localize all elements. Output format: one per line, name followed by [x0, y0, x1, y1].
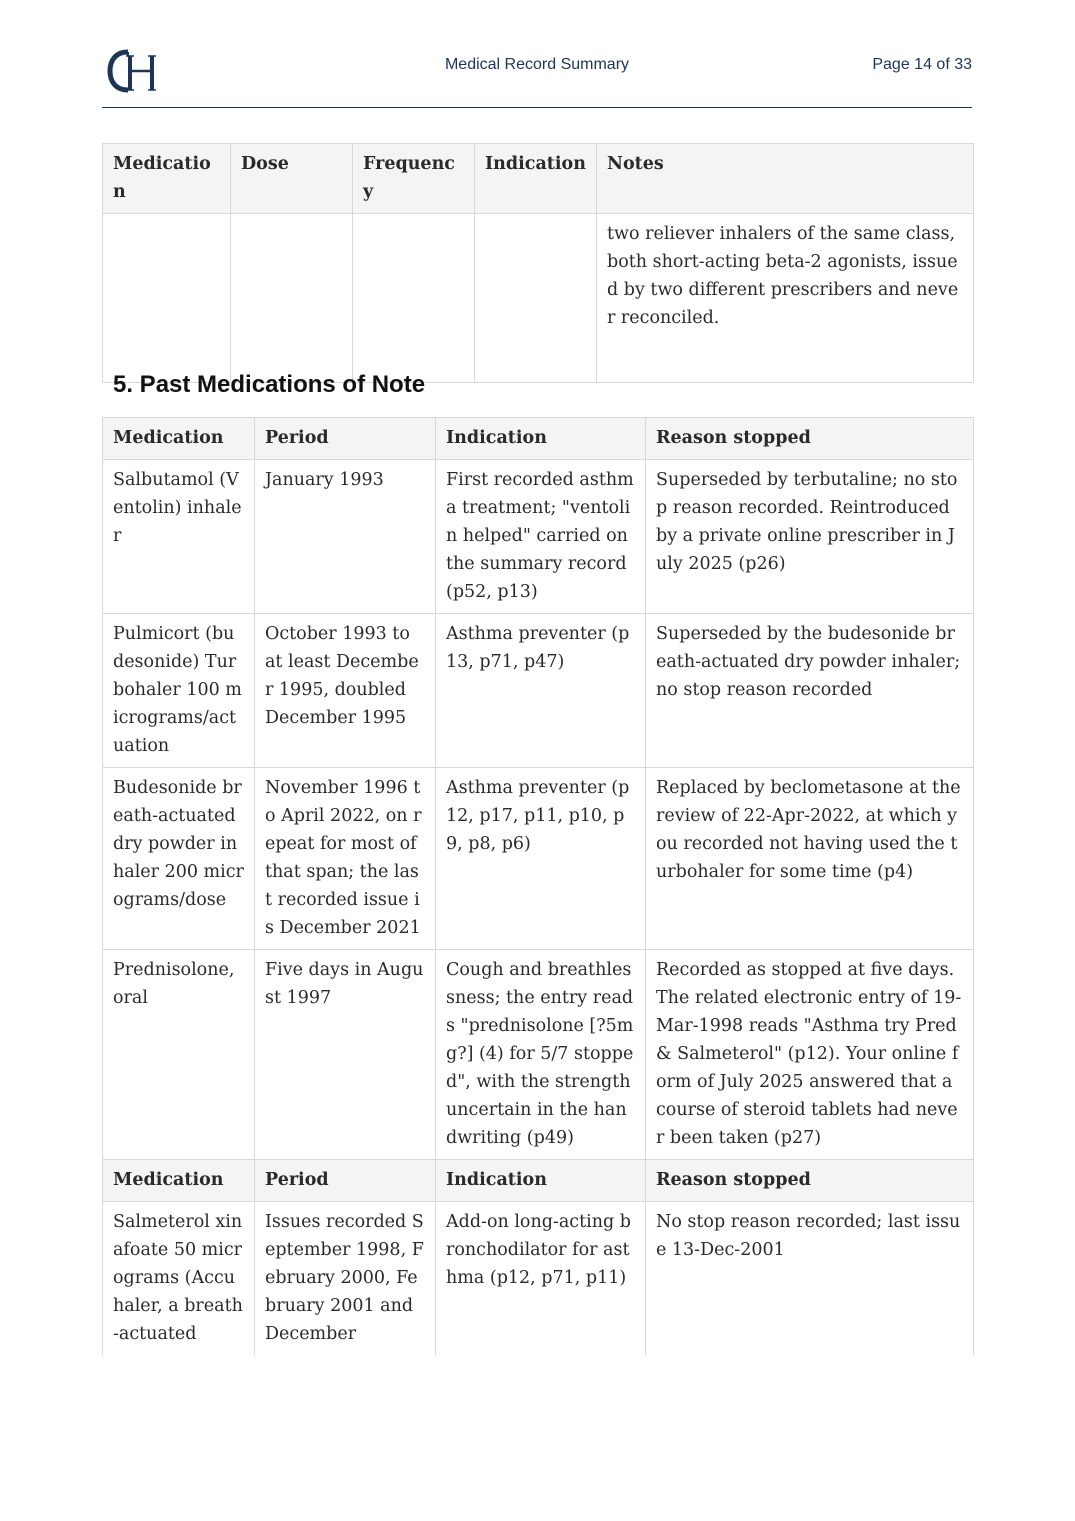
period-cell: January 1993	[255, 460, 436, 614]
indication-cell	[475, 214, 597, 383]
reason-cell: No stop reason recorded; last issue 13-Dec-2001	[646, 1202, 974, 1356]
dose-cell	[231, 214, 353, 383]
column-header: Medication	[103, 1160, 255, 1202]
frequency-cell	[353, 214, 475, 383]
notes-cell: two reliever inhalers of the same class, both short-acting beta-2 agonists, issued by two different prescribers and never reconciled.	[597, 214, 974, 383]
medication-cell	[103, 214, 231, 383]
table-row	[103, 950, 974, 1160]
column-header: Reason stopped	[646, 1160, 974, 1202]
medication-cell: Prednisolone, oral	[103, 950, 255, 1160]
column-header: Notes	[597, 144, 974, 214]
repeated-header-row	[103, 1160, 974, 1202]
past-medications-table	[102, 417, 974, 1355]
medication-cell: Salmeterol xinafoate 50 micrograms (Accuhaler, a breath-actuated	[103, 1202, 255, 1356]
table-row	[103, 214, 974, 383]
medication-cell: Budesonide breath-actuated dry powder inhaler 200 micrograms/dose	[103, 768, 255, 950]
reason-cell: Recorded as stopped at five days. The related electronic entry of 19-Mar-1998 reads "Asthma try Pred & Salmeterol" (p12). Your online form of July 2025 answered that a course of steroid tablets had never been taken (p27)	[646, 950, 974, 1160]
column-header: Period	[255, 1160, 436, 1202]
page-header	[102, 44, 972, 108]
column-header: Medication	[103, 144, 231, 214]
current-medications-table	[102, 143, 974, 383]
column-header: Dose	[231, 144, 353, 214]
period-cell: October 1993 to at least December 1995, doubled December 1995	[255, 614, 436, 768]
indication-cell: Asthma preventer (p12, p17, p11, p10, p9, p8, p6)	[436, 768, 646, 950]
column-header: Indication	[475, 144, 597, 214]
reason-cell: Superseded by terbutaline; no stop reason recorded. Reintroduced by a private online prescriber in July 2025 (p26)	[646, 460, 974, 614]
column-header: Indication	[436, 1160, 646, 1202]
column-header: Reason stopped	[646, 418, 974, 460]
column-header: Frequency	[353, 144, 475, 214]
indication-cell: Cough and breathlessness; the entry reads "prednisolone [?5mg?] (4) for 5/7 stopped", with the strength uncertain in the handwriting (p49)	[436, 950, 646, 1160]
reason-cell: Replaced by beclometasone at the review of 22-Apr-2022, at which you recorded not having used the turbohaler for some time (p4)	[646, 768, 974, 950]
table-row	[103, 614, 974, 768]
section-heading: 5. Past Medications of Note	[113, 371, 426, 398]
table-row	[103, 460, 974, 614]
medication-cell: Salbutamol (Ventolin) inhaler	[103, 460, 255, 614]
page-bottom-margin	[0, 1414, 1075, 1521]
reason-cell: Superseded by the budesonide breath-actuated dry powder inhaler; no stop reason recorded	[646, 614, 974, 768]
period-cell: Five days in August 1997	[255, 950, 436, 1160]
indication-cell: Add-on long-acting bronchodilator for asthma (p12, p71, p11)	[436, 1202, 646, 1356]
indication-cell: Asthma preventer (p13, p71, p47)	[436, 614, 646, 768]
table-row	[103, 1202, 974, 1356]
column-header: Indication	[436, 418, 646, 460]
table-header-row	[103, 418, 974, 460]
table-header-row	[103, 144, 974, 214]
table-row	[103, 768, 974, 950]
medication-cell: Pulmicort (budesonide) Turbohaler 100 micrograms/actuation	[103, 614, 255, 768]
page-number: Page 14 of 33	[872, 56, 972, 73]
column-header: Medication	[103, 418, 255, 460]
column-header: Period	[255, 418, 436, 460]
period-cell: November 1996 to April 2022, on repeat for most of that span; the last recorded issue is December 2021	[255, 768, 436, 950]
period-cell: Issues recorded September 1998, February 2000, February 2001 and December	[255, 1202, 436, 1356]
indication-cell: First recorded asthma treatment; "ventolin helped" carried on the summary record (p52, p13)	[436, 460, 646, 614]
document-title: Medical Record Summary	[444, 56, 630, 73]
